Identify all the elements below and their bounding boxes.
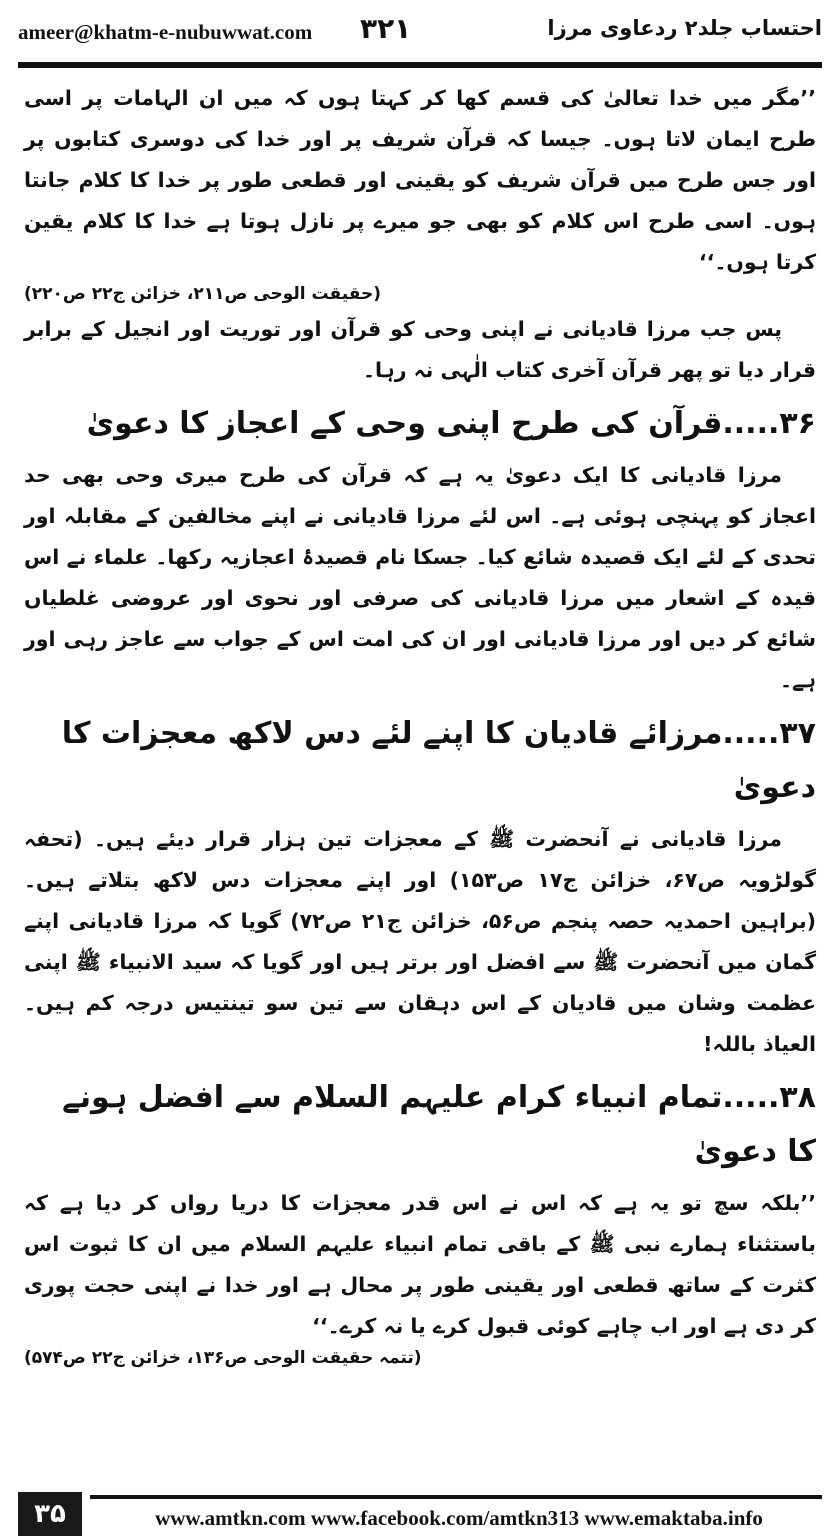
footer-divider xyxy=(90,1495,822,1499)
quote-2-text: ’’بلکہ سچ تو یہ ہے کہ اس نے اس قدر معجزات کا دریا رواں کر دیا ہے کہ باستثناء ہمارے نبی ﷺ کے باقی تمام انبیاء علیہم السلام میں ان کا ثبوت اس کثرت کے ساتھ قطعی اور یقینی طور پر محال ہے اور خدا نے اپنی حجت پوری کر دی ہے اور اب چاہے کوئی قبول کرے یا نہ کرے۔‘‘ xyxy=(24,1191,816,1338)
quote-paragraph-2 xyxy=(24,1183,816,1373)
section-heading-36: ۳۶.....قرآن کی طرح اپنی وحی کے اعجاز کا دعویٰ xyxy=(86,406,816,441)
section-heading-37: ۳۷.....مرزائے قادیان کا اپنے لئے دس لاکھ معجزات کا دعویٰ xyxy=(61,716,816,805)
header-page-number: ۳۲۱ xyxy=(360,12,412,45)
paragraph-2: مرزا قادیانی کا ایک دعویٰ یہ ہے کہ قرآن کی طرح میری وحی بھی حد اعجاز کو پہنچی ہوئی ہے۔ اس لئے مرزا قادیانی نے اپنے مخالفین کے مقابلہ اور تحدی کے لئے ایک قصیدہ شائع کیا۔ جسکا نام قصیدۂ اعجازیہ رکھا۔ علماء نے اس قیدہ کے اشعار میں مرزا قادیانی کی صرفی اور نحوی اور عروضی غلطیاں شائع کر دیں اور مرزا قادیانی اور ان کی امت اس کے جواب سے عاجز رہی اور ہے۔ xyxy=(24,463,816,692)
quote-paragraph-1 xyxy=(24,78,816,309)
page-footer xyxy=(0,1492,840,1540)
page-header xyxy=(0,0,840,60)
quote-2-citation: (تتمہ حقیقت الوحی ص۱۳۶، خزائن ج۲۲ ص۵۷۴) xyxy=(24,1348,422,1368)
page-body xyxy=(24,78,816,1478)
section-heading-38: ۳۸.....تمام انبیاء کرام علیہم السلام سے افضل ہونے کا دعویٰ xyxy=(62,1080,816,1169)
header-divider xyxy=(18,62,822,68)
paragraph-3: مرزا قادیانی نے آنحضرت ﷺ کے معجزات تین ہزار قرار دیئے ہیں۔ (تحفہ گولڑویہ ص۶۷، خزائن ج۱۷ ص۱۵۳) اور اپنے معجزات دس لاکھ بتلاتے ہیں۔ (براہین احمدیہ حصہ پنجم ص۵۶، خزائن ج۲۱ ص۷۲) گویا کہ مرزا قادیانی اپنے گمان میں آنحضرت ﷺ سے افضل اور برتر ہیں اور گویا کہ سید الانبیاء ﷺ اپنی عظمت وشان میں قادیان کے اس دہقان سے تین سو تینتیس درجہ کم ہیں۔ العیاذ باللہ! xyxy=(24,827,817,1056)
header-book-title: احتساب جلد۲ ردعاوی مرزا xyxy=(547,16,822,40)
quote-1-text: ’’مگر میں خدا تعالیٰ کی قسم کھا کر کہتا ہوں کہ میں ان الہامات پر اسی طرح ایمان لاتا ہوں۔ جیسا کہ قرآن شریف پر اور خدا کی دوسری کتابوں پر اور جس طرح میں قرآن شریف کو یقینی اور قطعی طور پر خدا کا کلام جانتا ہوں۔ اسی طرح اس کلام کو بھی جو میرے پر نازل ہوتا ہے خدا کا کلام یقین کرتا ہوں۔‘‘ xyxy=(24,86,816,274)
footer-urls: www.amtkn.com www.facebook.com/amtkn313 www.emaktaba.info xyxy=(155,1506,763,1530)
footer-page-number: ۳۵ xyxy=(18,1492,82,1536)
header-email: ameer@khatm-e-nubuwwat.com xyxy=(18,20,313,44)
paragraph-1: پس جب مرزا قادیانی نے اپنی وحی کو قرآن اور توریت اور انجیل کے برابر قرار دیا تو پھر قرآن آخری کتاب الٰہی نہ رہا۔ xyxy=(24,317,816,382)
quote-1-citation: (حقیقت الوحی ص۲۱۱، خزائن ج۲۲ ص۲۲۰) xyxy=(24,284,381,304)
